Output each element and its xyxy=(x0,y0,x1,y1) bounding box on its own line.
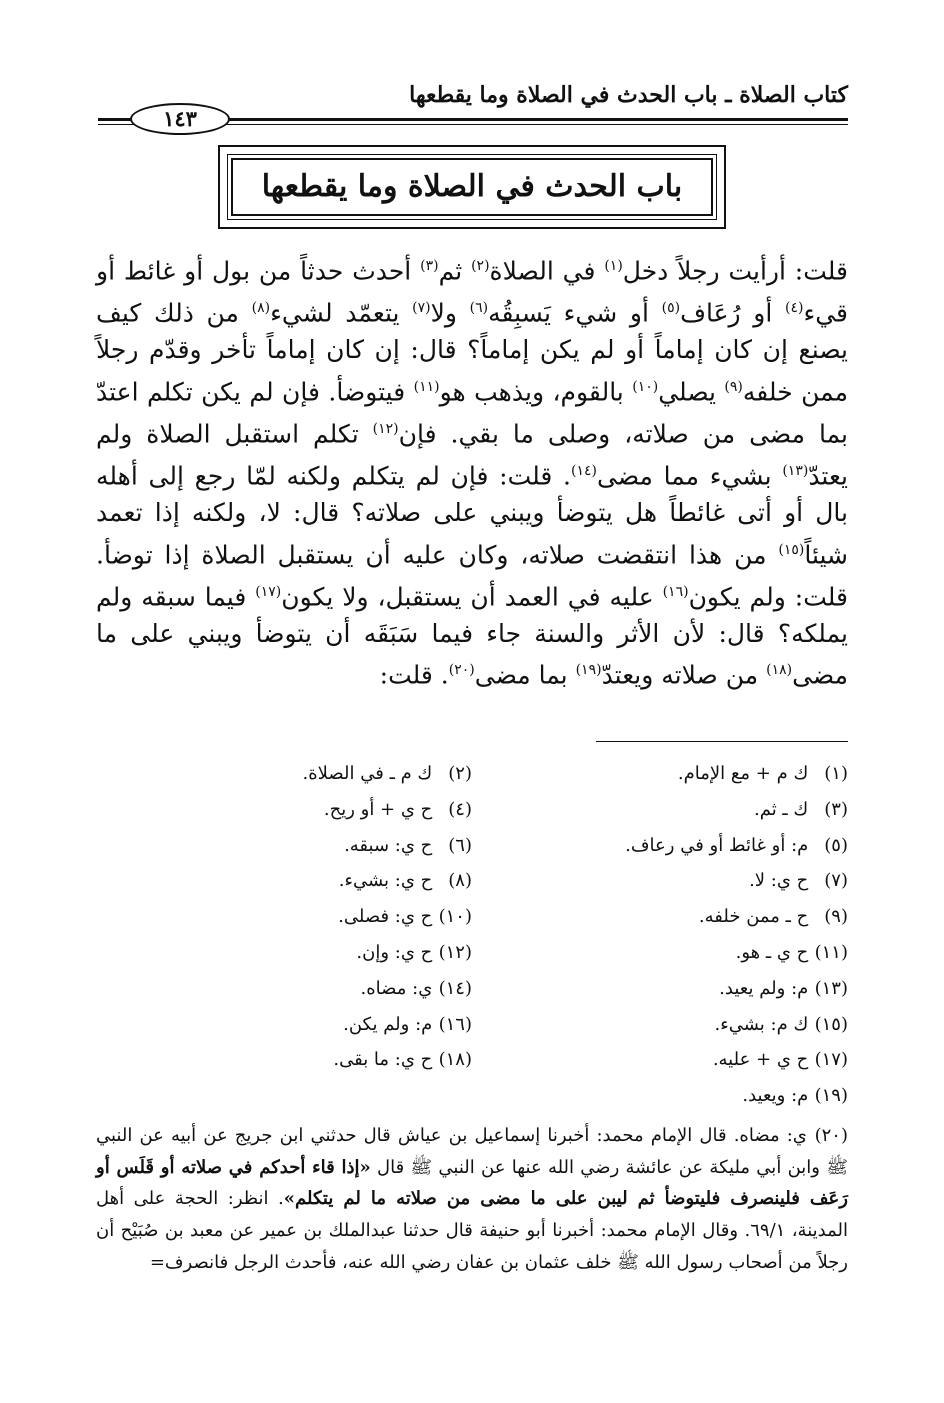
footnote-text: ح ي: لا. xyxy=(749,870,814,892)
footnote-item xyxy=(96,828,472,864)
chapter-title: باب الحدث في الصلاة وما يقطعها xyxy=(261,169,683,204)
footnote-number: (١٧) xyxy=(814,1049,848,1071)
footnote-item xyxy=(472,792,848,828)
footnote-row xyxy=(96,792,848,828)
footnote-text: ح ي ـ هو. xyxy=(735,941,814,963)
footnote-text: م: ولم يعيد. xyxy=(719,977,814,999)
footnote-text: ي: مضاه. xyxy=(360,977,438,999)
text-run: بالقوم، ويذهب هو xyxy=(439,377,633,407)
footnote-row xyxy=(96,935,848,971)
footnote-text: ي: مضاه. قال الإمام محمد: أخبرنا إسماعيل بن عياش قال حدثني ابن جريج عن أبيه عن النبي ﷺ وابن أبي مليكة عن عائشة رضي الله عنها عن النبي ﷺ قال xyxy=(96,1125,848,1178)
footnote-text: ح ـ ممن خلفه. xyxy=(698,906,814,928)
text-run: من ذلك كيف يصنع إن كان إماماً أو لم يكن إماماً؟ قال: إن كان إماماً تأخر وقدّم رجلاً ممن خلفه xyxy=(96,298,848,407)
footnote-row xyxy=(96,971,848,1007)
footnote-marker[interactable]: (١٢) xyxy=(372,420,399,437)
footnote-item xyxy=(472,828,848,864)
footnote-marker[interactable]: (١) xyxy=(604,258,623,274)
footnote-text: ح ي + عليه. xyxy=(712,1049,814,1071)
footnote-row xyxy=(96,756,848,792)
text-run: بشيء مما مضى xyxy=(597,461,783,491)
footnote-item xyxy=(472,1078,848,1114)
main-text xyxy=(96,248,848,694)
text-run: في الصلاة xyxy=(489,256,605,286)
footnote-text: ح ي: بشيء. xyxy=(338,870,438,892)
text-run: أو رُعَاف xyxy=(680,298,785,328)
text-run: قلت: أرأيت رجلاً دخل xyxy=(622,256,848,286)
footnote-marker[interactable]: (٤) xyxy=(784,300,804,317)
footnote-text: م: ويعيد. xyxy=(742,1085,814,1107)
text-run: . قلت: فإن لم يتكلم ولكنه لمّا رجع إلى أهله بال أو أتى غائطاً هل يتوضأ ويبني على صلاته؟ قال: لا، ولكنه إذا تعمد شيئاً xyxy=(96,461,848,569)
footnote-marker[interactable]: (١٧) xyxy=(255,583,282,600)
footnote-text: ح ي + أو ريح. xyxy=(323,798,438,820)
text-run: من صلاته ويعتدّ xyxy=(601,660,767,690)
footnote-text-cont: . انظر: الحجة على أهل المدينة، ٦٩/١. وقال الإمام محمد: أخبرنا أبو حنيفة قال حدثنا عبدالملك بن عمير عن معبد بن صُبَيْح أن رجلاً من أصحاب رسول الله ﷺ خلف عثمان بن عفان رضي الله عنه، فأحدث الرجل فانصرف= xyxy=(96,1188,848,1273)
footnote-number: (١٩) xyxy=(814,1085,848,1107)
text-run: . قلت: xyxy=(379,660,449,690)
footnote-number: (١٣) xyxy=(814,977,848,999)
text-run: فيتوضأ. فإن لم يكن تكلم اعتدّ بما مضى من صلاته، وصلى ما بقي. فإن xyxy=(96,377,848,449)
footnote-number: (٤) xyxy=(448,798,472,820)
footnote-marker[interactable]: (١٨) xyxy=(766,662,793,679)
footnote-row xyxy=(96,828,848,864)
footnote-text: ك م ـ في الصلاة. xyxy=(302,763,438,784)
footnote-marker[interactable]: (١٩) xyxy=(575,662,602,679)
footnote-item xyxy=(472,1042,848,1078)
footnote-item xyxy=(96,756,472,792)
footnote-marker[interactable]: (١٣) xyxy=(782,462,809,479)
footnote-marker[interactable]: (١٤) xyxy=(571,462,597,479)
footnote-text: ك م: بشيء. xyxy=(714,1013,814,1035)
footnote-marker[interactable]: (٥) xyxy=(661,300,681,317)
footnote-item xyxy=(96,1007,472,1043)
footnote-number: (١٥) xyxy=(814,1013,848,1035)
footnote-number: (١٠) xyxy=(438,906,472,928)
footnote-item xyxy=(96,935,472,971)
footnote-text: م: أو غائط أو في رعاف. xyxy=(625,834,814,856)
footnote-marker[interactable]: (٧) xyxy=(412,300,431,317)
footnote-number: (٨) xyxy=(448,870,472,892)
text-run: تكلم استقبل الصلاة ولم يعتدّ xyxy=(96,419,848,491)
footnote-row xyxy=(96,1007,848,1043)
footnote-number: (٣) xyxy=(824,798,848,820)
footnote-number: (٩) xyxy=(824,906,848,928)
running-header-title: كتاب الصلاة ـ باب الحدث في الصلاة وما يقطعها xyxy=(409,82,848,108)
footnote-separator xyxy=(596,741,848,742)
footnote-marker[interactable]: (٩) xyxy=(724,378,743,395)
text-run: يصلي xyxy=(658,377,725,407)
footnote-text: ك م + مع الإمام. xyxy=(677,763,814,784)
footnote-number: (١٢) xyxy=(438,941,472,963)
text-run: أحدث حدثاً من بول أو غائط أو قيء xyxy=(96,256,848,328)
footnote-text: ح ي: وإن. xyxy=(356,941,438,963)
footnote-marker[interactable]: (٨) xyxy=(251,300,271,317)
footnote-number: (١٤) xyxy=(438,977,472,999)
footnote-row xyxy=(96,1078,848,1114)
footnote-number: (٥) xyxy=(824,834,848,856)
footnote-marker[interactable]: (١٠) xyxy=(632,378,659,395)
text-run: بما مضى xyxy=(474,660,576,690)
text-run: عليه في العمد أن يستقبل، ولا يكون xyxy=(281,581,663,611)
text-run: من هذا انتقضت صلاته، وكان عليه أن يستقبل الصلاة إذا توضأ. قلت: ولم يكون xyxy=(96,539,848,611)
footnote-item xyxy=(472,899,848,935)
footnote-row xyxy=(96,863,848,899)
footnote-text: ح ي: سبقه. xyxy=(344,834,438,856)
footnote-number: (١) xyxy=(824,763,848,784)
text-run: ثم xyxy=(438,256,472,286)
footnote-row xyxy=(96,1042,848,1078)
footnote-item xyxy=(472,1007,848,1043)
footnote-number: (١١) xyxy=(814,941,848,963)
footnote-marker[interactable]: (٦) xyxy=(469,300,489,317)
footnote-item xyxy=(472,756,848,792)
footnote-item xyxy=(96,1078,472,1114)
footnote-item xyxy=(472,971,848,1007)
footnote-marker[interactable]: (١٥) xyxy=(778,541,805,558)
footnote-number: (٢٠) xyxy=(814,1125,848,1146)
text-run: أو شيء يَسبِقُه xyxy=(488,298,662,328)
text-run: ولا xyxy=(430,298,470,328)
footnote-row xyxy=(96,899,848,935)
page-number: ١٤٣ xyxy=(130,103,230,135)
footnote-item xyxy=(96,792,472,828)
footnote-item xyxy=(96,863,472,899)
footnote-number: (٢) xyxy=(448,763,472,784)
footnote-text: ح ي: فصلى. xyxy=(338,906,438,928)
footnote-marker[interactable]: (٢٠) xyxy=(448,662,475,679)
footnote-number: (٦) xyxy=(448,834,472,856)
footnote-item xyxy=(96,899,472,935)
footnote-item xyxy=(96,971,472,1007)
footnote-number: (٧) xyxy=(824,870,848,892)
footnote-marker[interactable]: (١١) xyxy=(413,378,440,395)
footnote-number: (١٦) xyxy=(438,1013,472,1035)
footnote-marker[interactable]: (٢) xyxy=(471,258,490,274)
footnote-number: (١٨) xyxy=(438,1049,472,1071)
footnote-item xyxy=(472,863,848,899)
text-run: فيما سبقه ولم يملكه؟ قال: لأن الأثر والسنة جاء فيما سَبَقَه أن يتوضأ ويبني على ما مضى xyxy=(96,581,848,690)
footnote-text: م: ولم يكن. xyxy=(343,1013,438,1035)
chapter-title-frame xyxy=(218,145,726,229)
footnote-marker[interactable]: (١٦) xyxy=(662,583,689,600)
text-run: يتعمّد لشيء xyxy=(270,298,413,328)
footnotes-list xyxy=(96,756,848,1114)
footnote-text: ح ي: ما بقى. xyxy=(333,1049,438,1071)
footnote-item xyxy=(472,935,848,971)
footnote-text: ك ـ ثم. xyxy=(754,798,814,820)
footnote-20 xyxy=(96,1120,848,1279)
hadith-quote: «إذا قاء أحدكم في صلاته أو قَلَس أو رَعَف فلينصرف فليتوضأ ثم ليبن على ما مضى من صلاته ما لم يتكلم» xyxy=(96,1156,848,1210)
footnote-item xyxy=(96,1042,472,1078)
footnote-marker[interactable]: (٣) xyxy=(420,258,439,274)
